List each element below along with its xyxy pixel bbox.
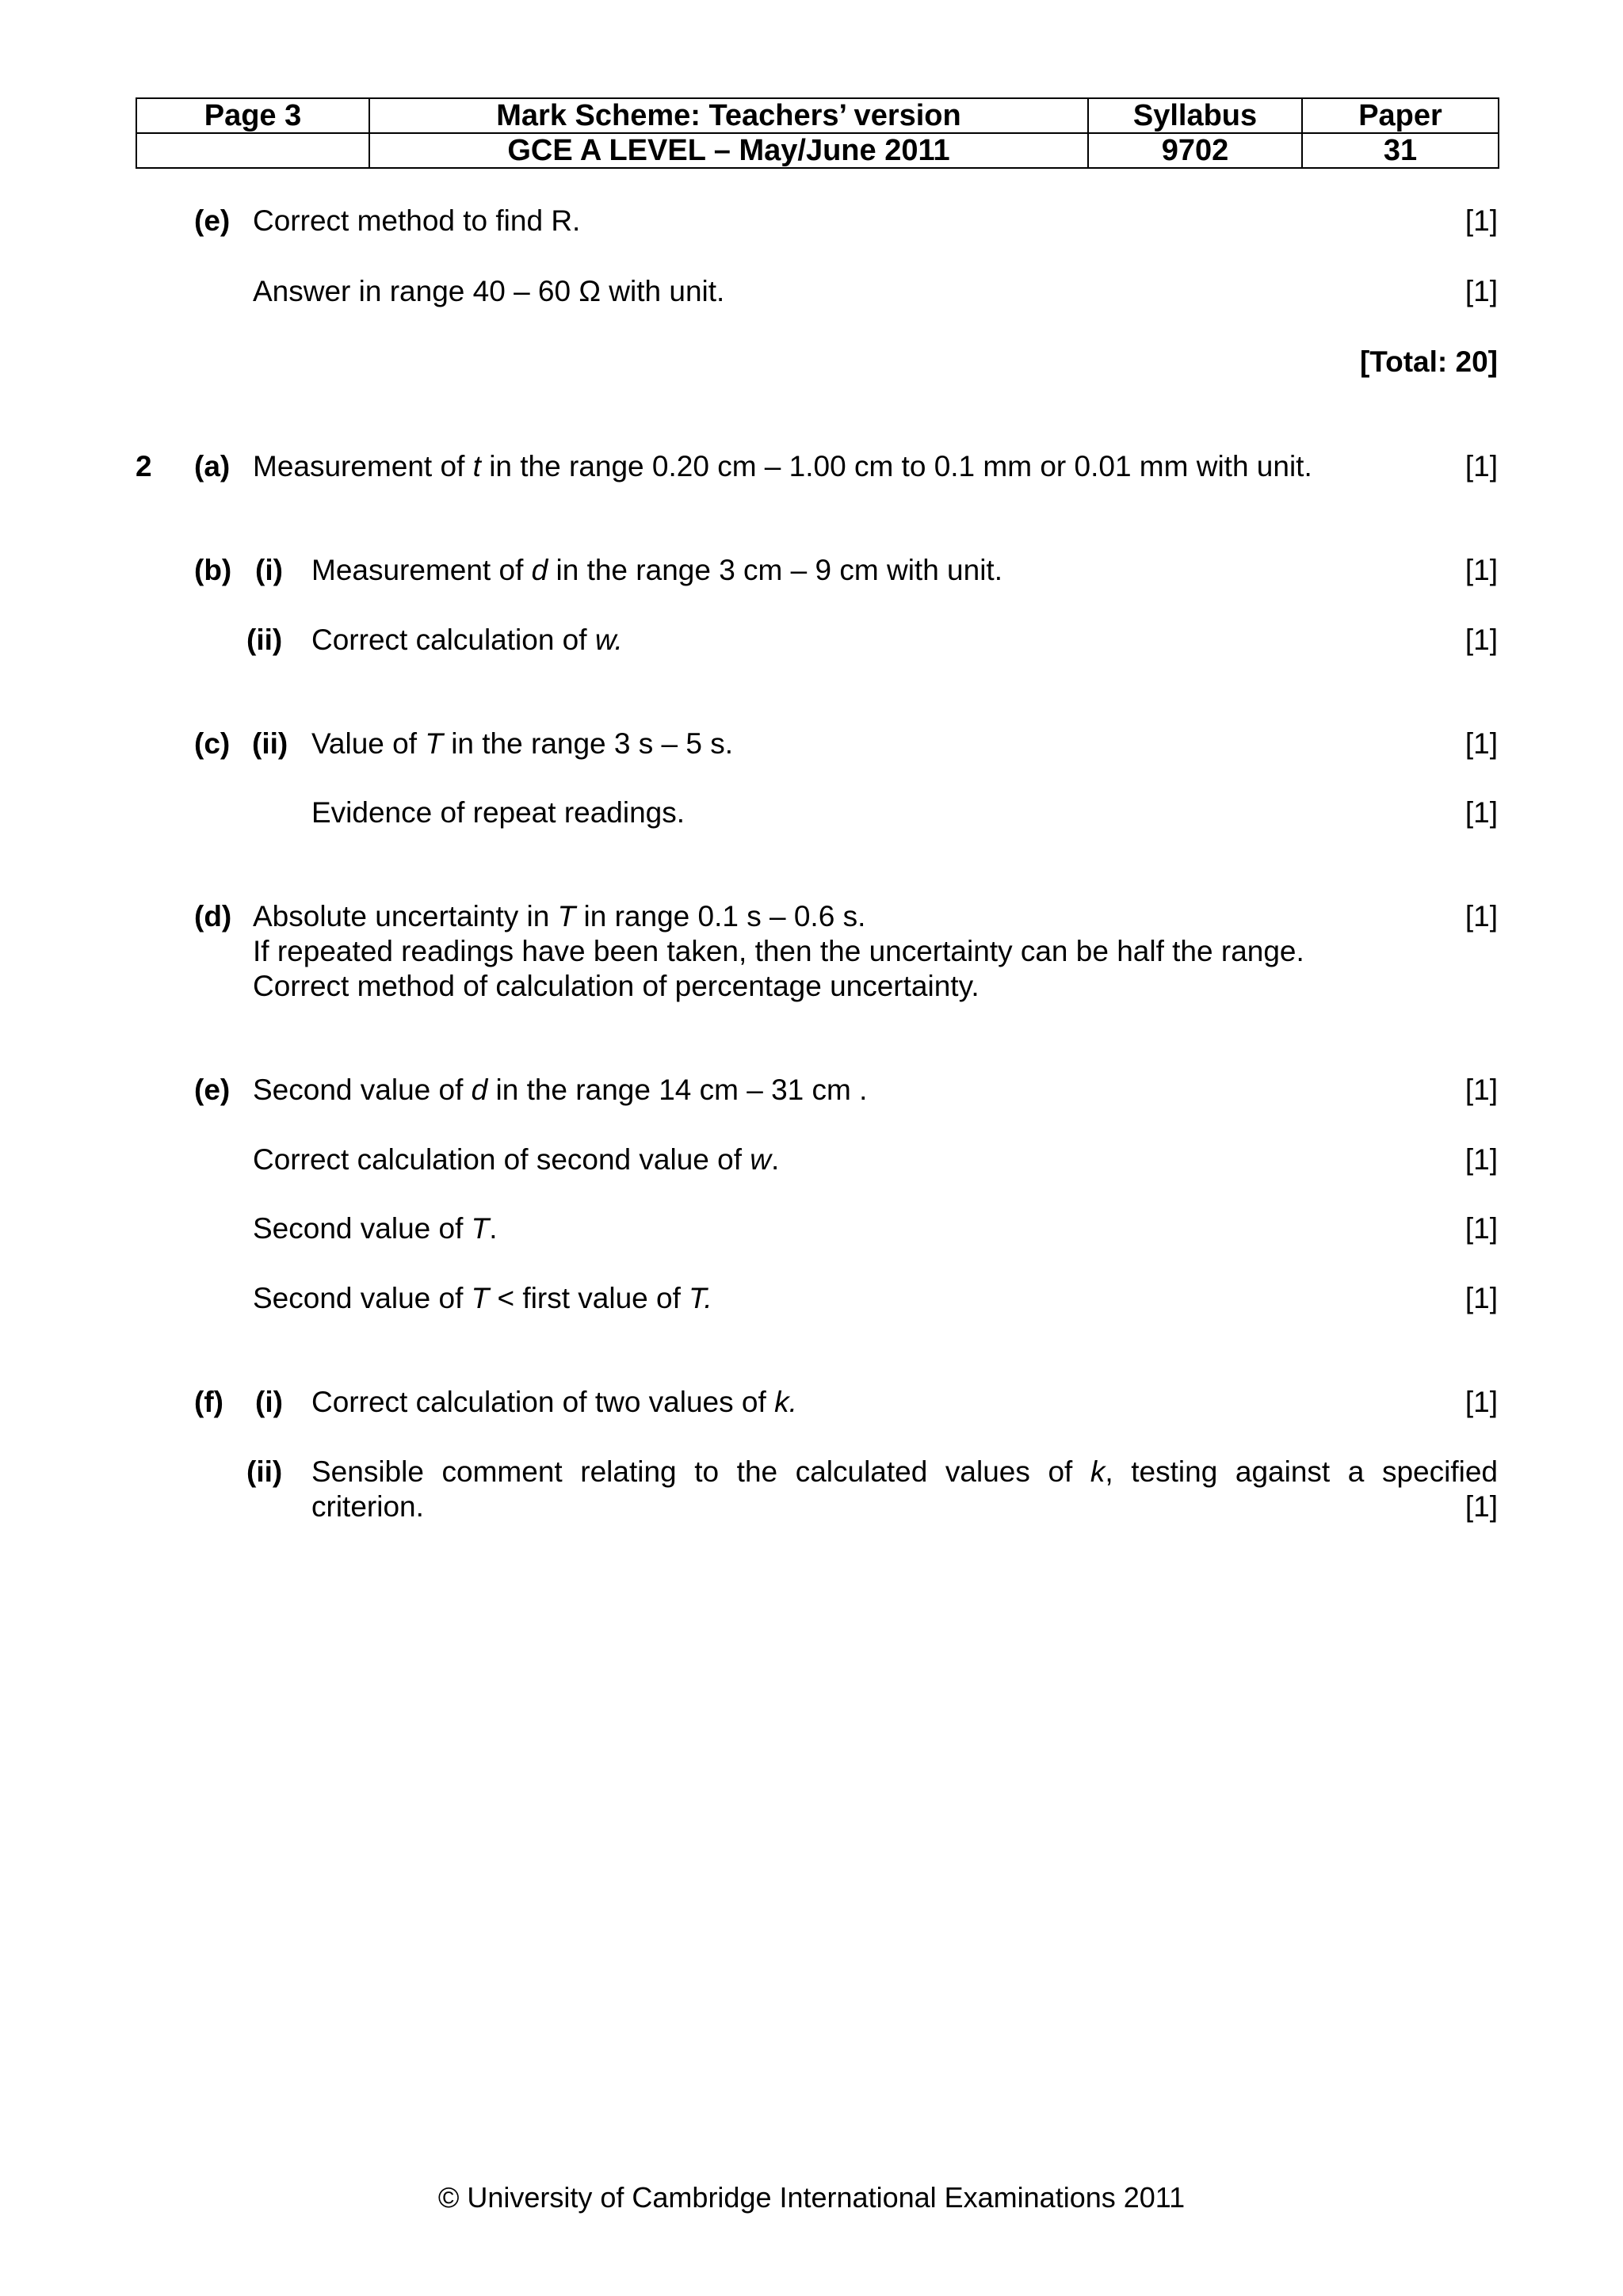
header-table bbox=[136, 97, 1499, 169]
q2b-i-text: Measurement of d in the range 3 cm – 9 cm with unit. bbox=[311, 554, 1002, 586]
q2a-label: (a) bbox=[194, 450, 231, 482]
q2b-i-mark: [1] bbox=[1465, 554, 1498, 586]
q2e-mark2: [1] bbox=[1465, 1143, 1498, 1176]
q1e-mark2: [1] bbox=[1465, 275, 1498, 307]
q2d-line2: If repeated readings have been taken, then the uncertainty can be half the range. bbox=[253, 935, 1304, 967]
q2e-mark4: [1] bbox=[1465, 1282, 1498, 1314]
q2f-label: (f) bbox=[194, 1386, 223, 1418]
q2e-line4: Second value of T < first value of T. bbox=[253, 1282, 712, 1314]
q2f-ii-text-cont: criterion. bbox=[311, 1490, 424, 1523]
q2f-i-label: (i) bbox=[255, 1386, 283, 1418]
q2d-text: Absolute uncertainty in T in range 0.1 s – 0.6 s. bbox=[253, 900, 866, 933]
q1e-label: (e) bbox=[194, 204, 231, 237]
footer-copyright: © University of Cambridge International Examinations 2011 bbox=[437, 2181, 1186, 2214]
q1-total: [Total: 20] bbox=[1359, 345, 1498, 378]
q2e-mark3: [1] bbox=[1465, 1212, 1498, 1245]
header-syllabus: 9702 bbox=[1088, 133, 1302, 168]
q2f-i-text: Correct calculation of two values of k. bbox=[311, 1386, 797, 1418]
q2f-ii-text: Sensible comment relating to the calculated values of k, testing against a specified bbox=[311, 1455, 1498, 1488]
q2b-label: (b) bbox=[194, 554, 232, 586]
q2b-ii-label: (ii) bbox=[246, 624, 283, 656]
q2e-label: (e) bbox=[194, 1074, 231, 1106]
header-empty-cell bbox=[136, 133, 369, 168]
q2e-mark1: [1] bbox=[1465, 1074, 1498, 1106]
q2c-mark1: [1] bbox=[1465, 727, 1498, 760]
header-paper: 31 bbox=[1302, 133, 1499, 168]
q2a-text: Measurement of t in the range 0.20 cm – 1.00 cm to 0.1 mm or 0.01 mm with unit. bbox=[253, 450, 1312, 482]
q2c-line2: Evidence of repeat readings. bbox=[311, 796, 685, 829]
q2c-ii-label: (ii) bbox=[252, 727, 288, 760]
q2e-line1: Second value of d in the range 14 cm – 31 cm . bbox=[253, 1074, 868, 1106]
header-page: Page 3 bbox=[136, 98, 369, 133]
q2b-i-label: (i) bbox=[255, 554, 283, 586]
q1e-line1: Correct method to find R. bbox=[253, 204, 581, 237]
q2e-line3: Second value of T. bbox=[253, 1212, 498, 1245]
header-paper-label: Paper bbox=[1302, 98, 1499, 133]
header-subtitle: GCE A LEVEL – May/June 2011 bbox=[369, 133, 1088, 168]
q2f-ii-mark: [1] bbox=[1465, 1490, 1498, 1523]
q2b-ii-mark: [1] bbox=[1465, 624, 1498, 656]
q1e-mark1: [1] bbox=[1465, 204, 1498, 237]
q2f-ii-label: (ii) bbox=[246, 1455, 283, 1488]
header-title: Mark Scheme: Teachers’ version bbox=[369, 98, 1088, 133]
q2d-mark: [1] bbox=[1465, 900, 1498, 933]
q2f-i-mark: [1] bbox=[1465, 1386, 1498, 1418]
q2d-label: (d) bbox=[194, 900, 232, 933]
q2d-line3: Correct method of calculation of percentage uncertainty. bbox=[253, 970, 980, 1002]
q1e-line2: Answer in range 40 – 60 Ω with unit. bbox=[253, 275, 725, 307]
q2e-line2: Correct calculation of second value of w. bbox=[253, 1143, 780, 1176]
q2c-label: (c) bbox=[194, 727, 231, 760]
q2c-text: Value of T in the range 3 s – 5 s. bbox=[311, 727, 734, 760]
q2c-mark2: [1] bbox=[1465, 796, 1498, 829]
q2-number: 2 bbox=[136, 450, 152, 482]
q2a-mark: [1] bbox=[1465, 450, 1498, 482]
q2b-ii-text: Correct calculation of w. bbox=[311, 624, 623, 656]
header-syllabus-label: Syllabus bbox=[1088, 98, 1302, 133]
